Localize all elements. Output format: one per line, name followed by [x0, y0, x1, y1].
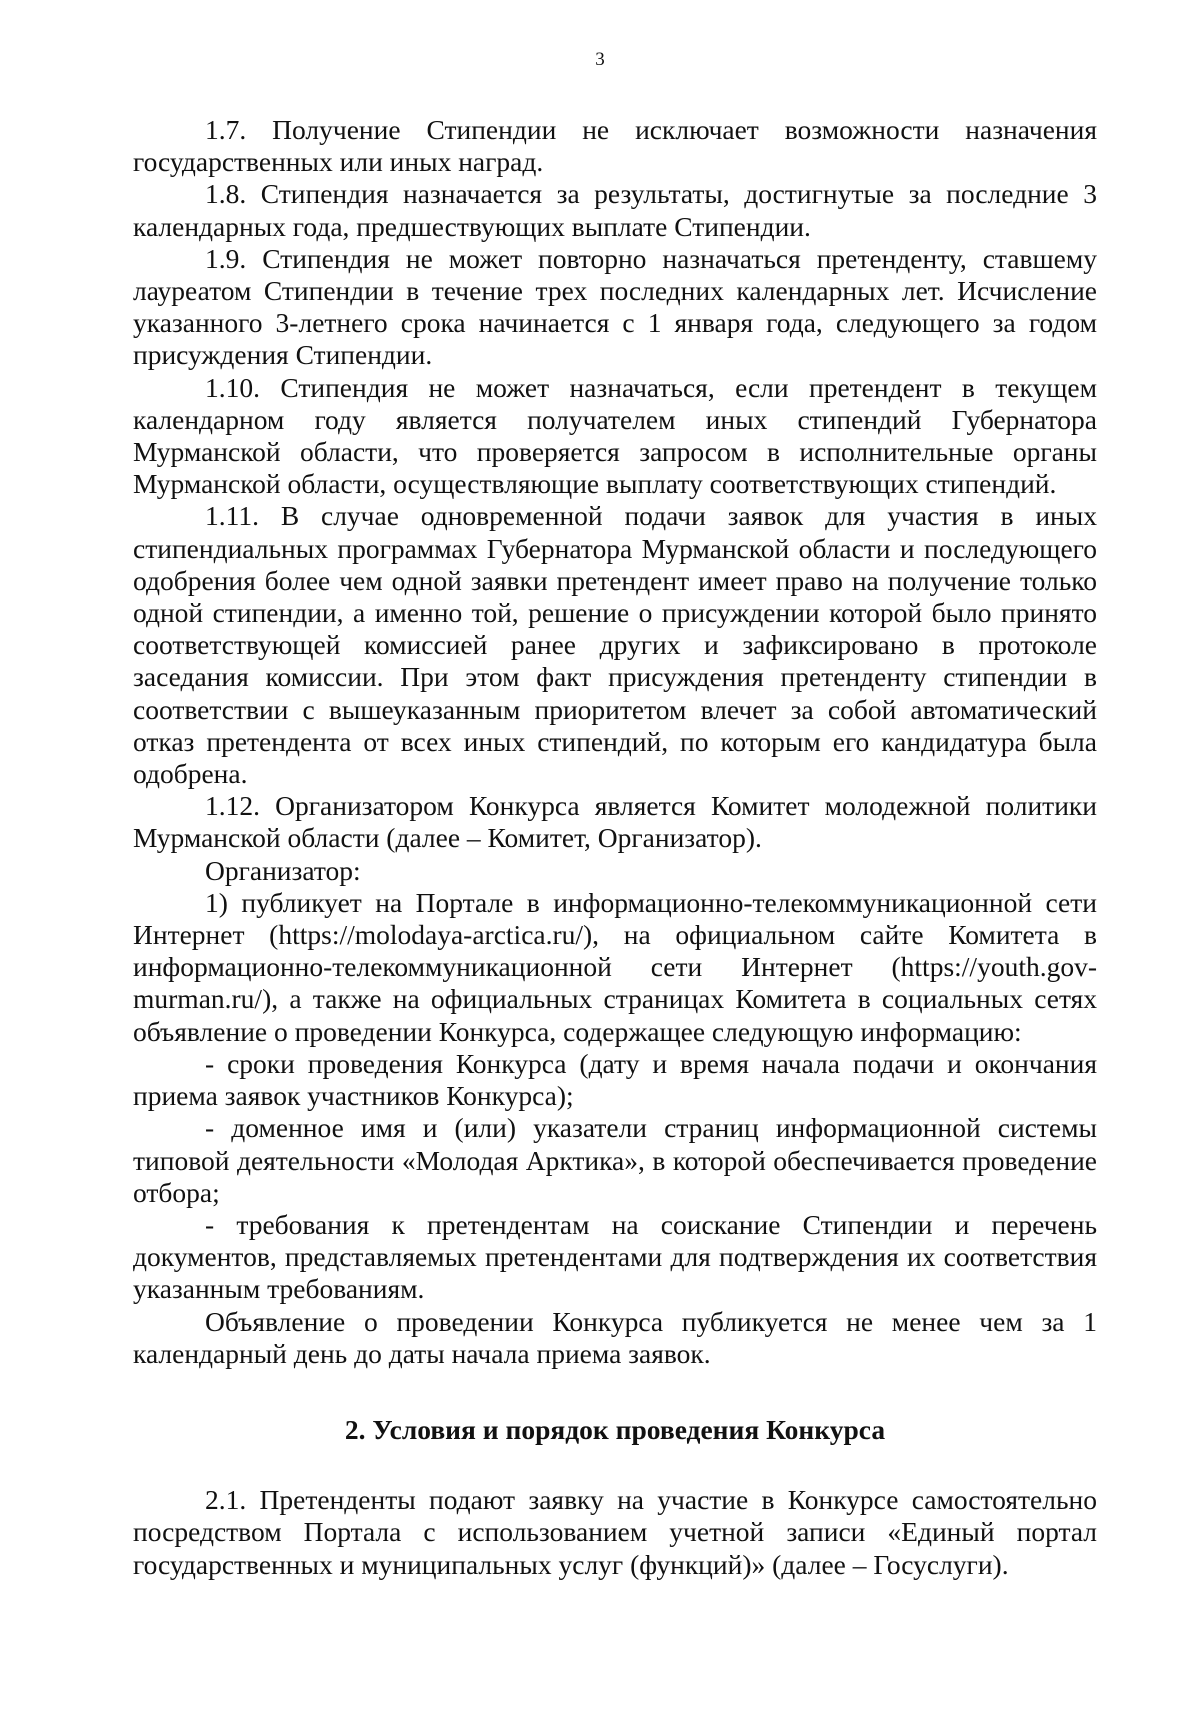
paragraph-announcement: Объявление о проведении Конкурса публикуется не менее чем за 1 календарный день до даты начала приема заявок.: [133, 1305, 1097, 1369]
section-heading: 2. Условия и порядок проведения Конкурса: [344, 1413, 886, 1445]
paragraph-1-9: 1.9. Стипендия не может повторно назначаться претенденту, ставшему лауреатом Стипендии в течение трех последних календарных лет. Исчисление указанного 3-летнего срока начинается с 1 января года, следующего за годом присуждения Стипендии.: [133, 242, 1097, 371]
paragraph-organizer: Организатор:: [205, 854, 361, 886]
paragraph-1-12: 1.12. Организатором Конкурса является Комитет молодежной политики Мурманской области (далее – Комитет, Организатор).: [133, 790, 1097, 854]
paragraph-1-11: 1.11. В случае одновременной подачи заявок для участия в иных стипендиальных программах Губернатора Мурманской области и последующего одобрения более чем одной заявки претендент имеет право на получение только одной стипендии, а именно той, решение о присуждении которой было принято соответствующей комиссией ранее других и зафиксировано в протоколе заседания комиссии. При этом факт присуждения претенденту стипендии в соответствии с вышеуказанным приоритетом влечет за собой автоматический отказ претендента от всех иных стипендий, по которым его кандидатура была одобрена.: [133, 500, 1097, 790]
paragraph-1-7: 1.7. Получение Стипендии не исключает возможности назначения государственных или иных наград.: [133, 114, 1097, 178]
paragraph-1-8: 1.8. Стипендия назначается за результаты, достигнутые за последние 3 календарных года, предшествующих выплате Стипендии.: [133, 178, 1097, 242]
paragraph-organizer-item-1: 1) публикует на Портале в информационно-телекоммуникационной сети Интернет (https://molodaya-arctica.ru/), на официальном сайте Комитета в информационно-телекоммуникационной сети Интернет (https://youth.gov-murman.ru/), а также на официальных страницах Комитета в социальных сетях объявление о проведении Конкурса, содержащее следующую информацию:: [133, 886, 1097, 1047]
bullet-domain-name: - доменное имя и (или) указатели страниц информационной системы типовой деятельности «Молодая Арктика», в которой обеспечивается проведение отбора;: [133, 1112, 1097, 1208]
paragraph-2-1: 2.1. Претенденты подают заявку на участие в Конкурсе самостоятельно посредством Портала с использованием учетной записи «Единый портал государственных и муниципальных услуг (функций)» (далее – Госуслуги).: [133, 1484, 1097, 1580]
document-body: [133, 114, 1097, 1581]
bullet-requirements: - требования к претендентам на соискание Стипендии и перечень документов, представляемых претендентами для подтверждения их соответствия указанным требованиям.: [133, 1208, 1097, 1305]
bullet-deadlines: - сроки проведения Конкурса (дату и время начала подачи и окончания приема заявок участников Конкурса);: [133, 1047, 1097, 1112]
page-number: 3: [595, 49, 605, 70]
paragraph-1-10: 1.10. Стипендия не может назначаться, если претендент в текущем календарном году является получателем иных стипендий Губернатора Мурманской области, что проверяется запросом в исполнительные органы Мурманской области, осуществляющие выплату соответствующих стипендий.: [133, 371, 1097, 500]
